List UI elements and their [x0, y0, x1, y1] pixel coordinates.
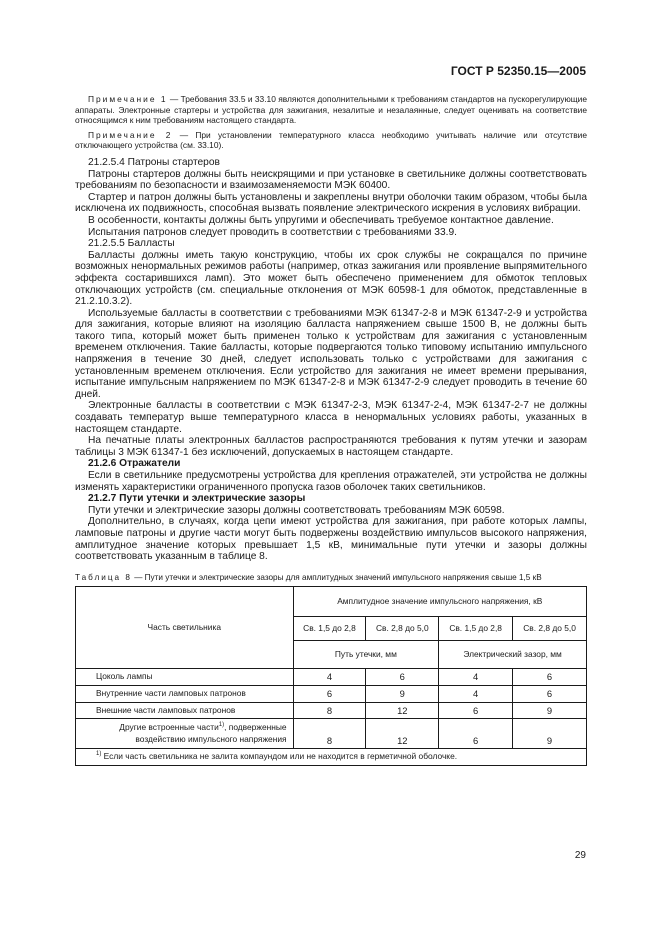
range-header: Св. 2,8 до 5,0 — [513, 617, 587, 641]
amplitude-header: Амплитудное значение импульсного напряжения, кВ — [293, 587, 586, 617]
reflectors-heading: 21.2.6 Отражатели — [88, 458, 181, 470]
starters-paragraph: Патроны стартеров должны быть неискрящими и при установке в светильнике должны соответствовать требованиям по безопасности и взаимозаменяемости МЭК 60400. — [75, 168, 587, 192]
page-content — [75, 94, 587, 766]
cell-value: 6 — [513, 685, 587, 702]
note-2-text: — При установлении температурного класса необходимо учитывать наличие или отсутствие отключающего устройства (см. 33.10). — [75, 129, 587, 151]
cell-value: 8 — [293, 702, 366, 719]
starters-paragraph: Испытания патронов следует проводить в соответствии с требованиями 33.9. — [88, 226, 457, 238]
cell-value: 9 — [513, 719, 587, 749]
cell-value: 9 — [513, 702, 587, 719]
cell-value: 12 — [366, 719, 439, 749]
page-number: 29 — [574, 850, 586, 861]
document-header: ГОСТ Р 52350.15—2005 — [450, 64, 586, 78]
note-2 — [75, 130, 587, 151]
cell-value: 6 — [439, 719, 513, 749]
cell-value: 8 — [293, 719, 366, 749]
row-part: Внутренние части ламповых патронов — [76, 685, 294, 702]
creepage-header: Путь утечки, мм — [293, 641, 439, 669]
creepage-heading: 21.2.7 Пути утечки и электрические зазоры — [88, 493, 306, 505]
table-row — [76, 702, 587, 719]
row-part-text: Другие встроенные части — [119, 722, 219, 733]
table-caption — [75, 573, 587, 584]
part-header: Часть светильника — [76, 587, 294, 669]
cell-value: 6 — [439, 702, 513, 719]
starters-heading: 21.2.5.4 Патроны стартеров — [88, 156, 220, 168]
footnote-mark: 1) — [96, 751, 102, 758]
row-part: Цоколь лампы — [76, 669, 294, 686]
ballasts-paragraph: Используемые балласты в соответствии с требованиями МЭК 61347-2-8 и МЭК 61347-2-9 и устройства для зажигания, которые влияют на изоляцию балласта напряжением свыше 1500 В, не должны быть такого типа, который может быть применен только к устройствам для зажигания с установленным временем отключения. Такие балласты, которые подвергаются только типовому испытанию импульсного напряжения в течение 30 дней, следует использовать только с устройствами для зажигания с установленным временем отключения. Если устройство для зажигания не имеет времени прерывания, испытание импульсным напряжением по МЭК 61347-2-8 и МЭК 61347-2-9 следует проводить в течение 60 дней. — [75, 307, 587, 400]
footnote-ref: 1) — [218, 722, 225, 729]
row-part-text: , подверженные воздействию импульсного напряжения — [135, 722, 287, 744]
table-caption-prefix: Таблица 8 — [75, 572, 132, 582]
table-footnote — [76, 749, 587, 766]
note-1-text: — Требования 33.5 и 33.10 являются дополнительными к требованиям стандартов на пускорегулирующие аппараты. Электронные стартеры и устройства для зажигания, незалитые и незалаянные, следует оценивать на соответствие относящимся к ним требованиям настоящего стандарта. — [75, 94, 587, 126]
cell-value: 6 — [293, 685, 366, 702]
cell-value: 6 — [513, 669, 587, 686]
reflectors-paragraph: Если в светильнике предусмотрены устройства для крепления отражателей, эти устройства не должны изменять характеристики ограниченного пропуска газов оболочек таких светильников. — [75, 470, 587, 493]
table-row — [76, 685, 587, 702]
table-8 — [75, 586, 587, 765]
clearance-header: Электрический зазор, мм — [439, 641, 587, 669]
ballasts-paragraph: Балласты должны иметь такую конструкцию, чтобы их срок службы не сокращался по причине возможных ненормальных режимов работы (например, отказ зажигания или проявление выпрямительного эффекта состарившихся ламп). Это может быть обеспечено применением для обмоток тепловых отключающих устройств (см. специальные отклонения от МЭК 60598-1 для обмоток, представленные в 21.2.10.3.2). — [75, 249, 587, 308]
note-1-prefix: Примечание 1 — [88, 94, 168, 104]
ballasts-paragraph: На печатные платы электронных балластов распространяются требования к путям утечки и зазорам таблицы 3 МЭК 61347-1 без исключений, допускаемых в настоящем стандарте. — [75, 435, 587, 458]
row-part: Внешние части ламповых патронов — [76, 702, 294, 719]
note-1 — [75, 94, 587, 126]
starters-paragraph: В особенности, контакты должны быть упругими и обеспечивать требуемое контактное давление. — [88, 214, 554, 226]
creepage-paragraph: Пути утечки и электрические зазоры должны соответствовать требованиям МЭК 60598. — [88, 504, 505, 516]
range-header: Св. 2,8 до 5,0 — [366, 617, 439, 641]
cell-value: 9 — [366, 685, 439, 702]
cell-value: 12 — [366, 702, 439, 719]
cell-value: 4 — [293, 669, 366, 686]
creepage-paragraph: Дополнительно, в случаях, когда цепи имеют устройства для зажигания, при работе которых лампы, ламповые патроны и другие части могут быть подвержены воздействию импульсов высокого напряжения, амплитудное значение которых превышает 1,5 кВ, минимальные пути утечки и зазоры должны соответствовать указанным в таблице 8. — [75, 516, 587, 563]
cell-value: 4 — [439, 685, 513, 702]
range-header: Св. 1,5 до 2,8 — [439, 617, 513, 641]
table-row — [76, 719, 587, 749]
table-row — [76, 669, 587, 686]
footnote-text: Если часть светильника не залита компаундом или не находится в герметичной оболочке. — [101, 751, 458, 762]
note-2-prefix: Примечание 2 — [88, 129, 173, 140]
table-caption-text: — Пути утечки и электрические зазоры для амплитудных значений импульсного напряжения свыше 1,5 кВ — [131, 572, 542, 582]
row-part — [76, 719, 294, 749]
cell-value: 4 — [439, 669, 513, 686]
cell-value: 6 — [366, 669, 439, 686]
ballasts-heading: 21.2.5.5 Балласты — [88, 238, 175, 250]
range-header: Св. 1,5 до 2,8 — [293, 617, 366, 641]
ballasts-paragraph: Электронные балласты в соответствии с МЭК 61347-2-3, МЭК 61347-2-4, МЭК 61347-2-7 не должны создавать температур выше температурного класса в ненормальных условиях работы, указанных в настоящем стандарте. — [75, 400, 587, 435]
starters-paragraph: Стартер и патрон должны быть установлены и закреплены внутри оболочки таким образом, чтобы была исключена их подвижность, способная вызвать появление электрического искрения в условиях вибрации. — [75, 191, 587, 215]
